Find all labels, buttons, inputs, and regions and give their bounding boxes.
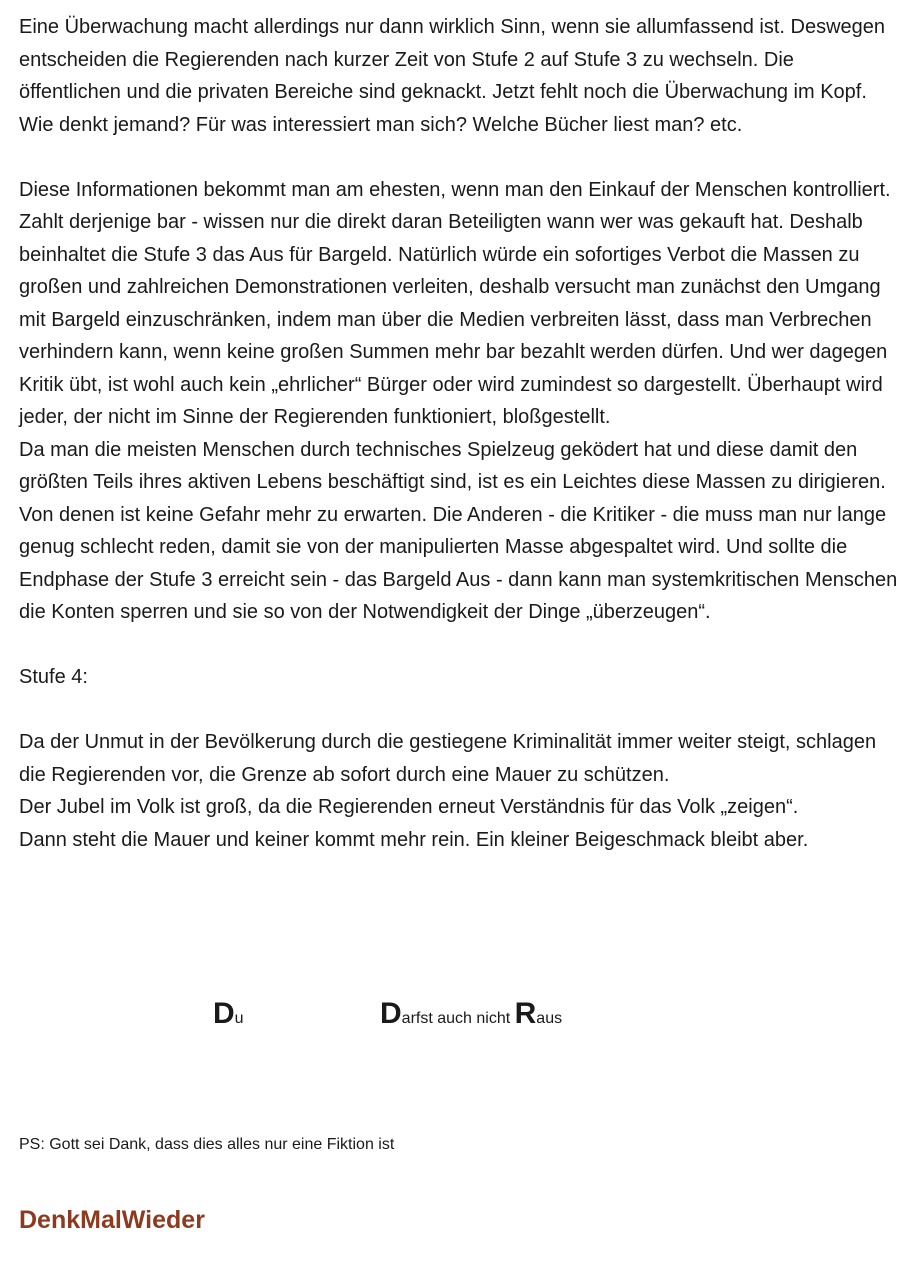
slogan-phrase xyxy=(380,999,562,1029)
slogan-initial-d: D xyxy=(213,997,235,1030)
slogan-word-du xyxy=(213,999,244,1029)
section-heading-stufe-4: Stufe 4: xyxy=(19,666,88,688)
paragraph-masses: Da man die meisten Menschen durch technisches Spielzeug geködert hat und diese damit den größten Teils ihres aktiven Lebens beschäftigt sind, ist es ein Leichtes diese Massen zu dirigieren. Von denen ist keine Gefahr mehr zu erwarten. Die Anderen - die Kritiker - die muss man nur lange genug schlecht reden, damit sie von der manipulierten Masse abgespaltet wird. Und sollte die Endphase der Stufe 3 erreicht sein - das Bargeld Aus - dann kann man systemkritischen Menschen die Konten sperren und sie so von der Notwendigkeit der Dinge „überzeugen“. xyxy=(19,438,898,623)
paragraph-aftertaste: Dann steht die Mauer und keiner kommt mehr rein. Ein kleiner Beigeschmack bleibt aber. xyxy=(19,828,809,851)
slogan-rest: u xyxy=(234,1010,244,1027)
slogan-rest: arfst auch nicht xyxy=(401,1010,511,1027)
ddr-acronym-slogan xyxy=(0,995,914,1035)
document-body xyxy=(19,11,899,856)
paragraph-gap xyxy=(19,629,899,662)
slogan-rest: aus xyxy=(536,1010,563,1027)
paragraph-cash: Diese Informationen bekommt man am ehesten, wenn man den Einkauf der Menschen kontrolliert. Zahlt derjenige bar - wissen nur die direkt daran Beteiligten wann wer was gekauft hat. Deshalb beinhaltet die Stufe 3 das Aus für Bargeld. Natürlich würde ein sofortiges Verbot die Massen zu großen und zahlreichen Demonstrationen verleiten, deshalb versucht man zunächst den Umgang mit Bargeld einzuschränken, indem man über die Medien verbreiten lässt, dass man Verbrechen verhindern kann, wenn keine großen Summen mehr bar bezahlt werden dürfen. Und wer dagegen Kritik übt, ist wohl auch kein „ehrlicher“ Bürger oder wird zumindest so dargestellt. Überhaupt wird jeder, der nicht im Sinne der Regierenden funktioniert, bloßgestellt. xyxy=(19,178,891,428)
brand-logo: DenkMalWieder xyxy=(19,1206,205,1234)
slogan-initial-r: R xyxy=(514,997,537,1030)
paragraph-jubilation: Der Jubel im Volk ist groß, da die Regierenden erneut Verständnis für das Volk „zeigen“. xyxy=(19,796,799,818)
paragraph-surveillance: Eine Überwachung macht allerdings nur dann wirklich Sinn, wenn sie allumfassend ist. Deswegen entscheiden die Regierenden nach kurzer Zeit von Stufe 2 auf Stufe 3 zu wechseln. Die öffentlichen und die privaten Bereiche sind geknackt. Jetzt fehlt noch die Überwachung im Kopf. xyxy=(19,16,886,103)
paragraph-gap xyxy=(19,694,899,727)
paragraph-gap xyxy=(19,141,899,174)
postscript: PS: Gott sei Dank, dass dies alles nur eine Fiktion ist xyxy=(19,1136,395,1153)
paragraph-wall: Da der Unmut in der Bevölkerung durch die gestiegene Kriminalität immer weiter steigt, schlagen die Regierenden vor, die Grenze ab sofort durch eine Mauer zu schützen. xyxy=(19,731,877,786)
slogan-initial-d: D xyxy=(380,997,402,1030)
paragraph-questions: Wie denkt jemand? Für was interessiert man sich? Welche Bücher liest man? etc. xyxy=(19,113,743,136)
